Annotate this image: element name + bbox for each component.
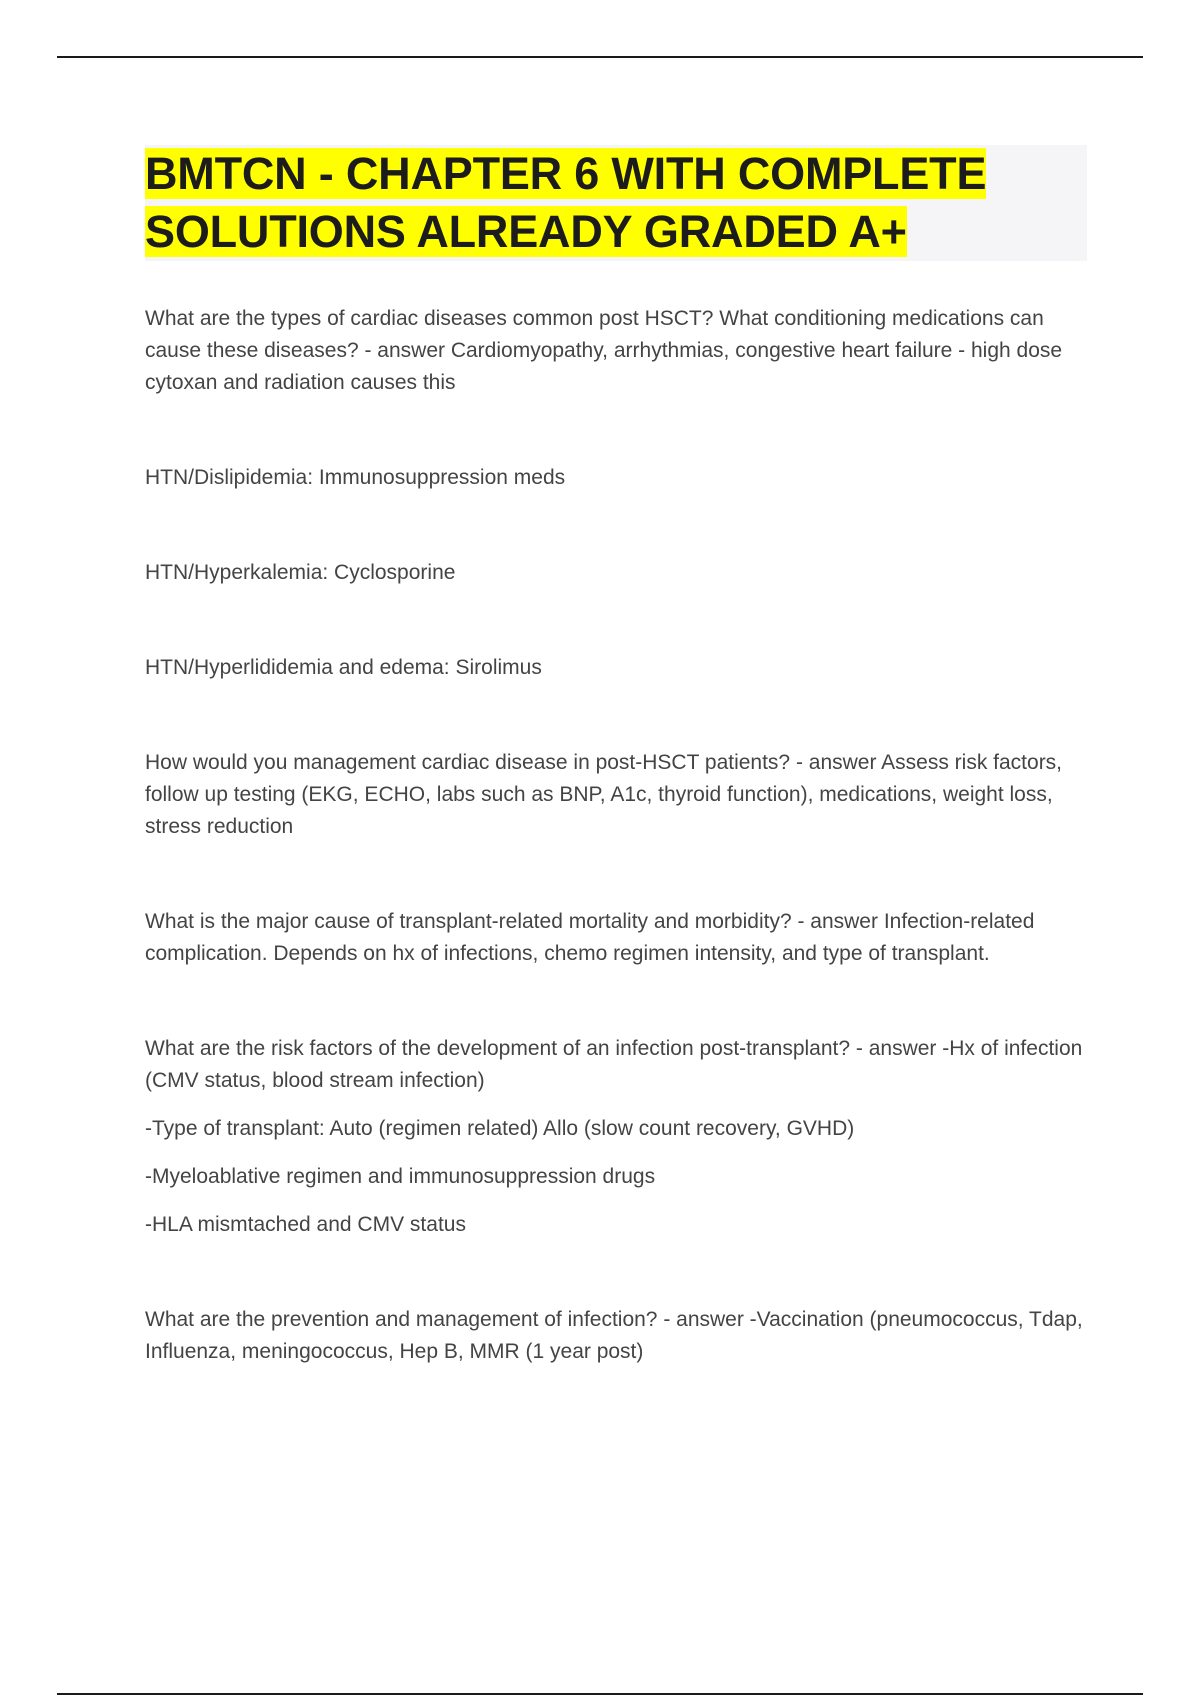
qa-block bbox=[145, 303, 1090, 399]
qa-paragraph: -Myeloablative regimen and immunosuppression drugs bbox=[145, 1165, 656, 1188]
qa-block bbox=[145, 1304, 1090, 1368]
qa-block bbox=[145, 906, 1090, 970]
qa-paragraph: What is the major cause of transplant-related mortality and morbidity? - answer Infection-related complication. Depends on hx of infections, chemo regimen intensity, and type of transplant. bbox=[145, 910, 1035, 965]
qa-paragraph: HTN/Dislipidemia: Immunosuppression meds bbox=[145, 466, 566, 489]
footer-rule bbox=[57, 1693, 1143, 1695]
qa-paragraph: How would you management cardiac disease in post-HSCT patients? - answer Assess risk factors, follow up testing (EKG, ECHO, labs such as BNP, A1c, thyroid function), medications, weight loss, stress reduction bbox=[145, 751, 1063, 838]
qa-paragraph: What are the prevention and management of infection? - answer -Vaccination (pneumococcus, Tdap, Influenza, meningococcus, Hep B, MMR (1 year post) bbox=[145, 1308, 1083, 1363]
qa-paragraph: What are the risk factors of the development of an infection post-transplant? - answer -Hx of infection (CMV status, blood stream infection) bbox=[145, 1037, 1083, 1092]
qa-block bbox=[145, 1033, 1090, 1241]
qa-block bbox=[145, 652, 1090, 684]
qa-paragraph: HTN/Hyperkalemia: Cyclosporine bbox=[145, 561, 456, 584]
document-title bbox=[145, 145, 1087, 261]
qa-block bbox=[145, 462, 1090, 494]
document-body bbox=[145, 303, 1090, 1368]
title-block bbox=[145, 145, 1087, 261]
qa-block bbox=[145, 557, 1090, 589]
qa-paragraph: -HLA mismtached and CMV status bbox=[145, 1213, 466, 1236]
qa-block bbox=[145, 747, 1090, 843]
title-highlight: BMTCN - CHAPTER 6 WITH COMPLETE SOLUTIONS ALREADY GRADED A+ bbox=[145, 148, 987, 257]
header-rule bbox=[57, 56, 1143, 58]
qa-paragraph: HTN/Hyperlididemia and edema: Sirolimus bbox=[145, 656, 542, 679]
qa-paragraph: -Type of transplant: Auto (regimen related) Allo (slow count recovery, GVHD) bbox=[145, 1117, 855, 1140]
qa-paragraph: What are the types of cardiac diseases common post HSCT? What conditioning medications can cause these diseases? - answer Cardiomyopathy, arrhythmias, congestive heart failure - high dose cytoxan and radiation causes this bbox=[145, 307, 1063, 394]
